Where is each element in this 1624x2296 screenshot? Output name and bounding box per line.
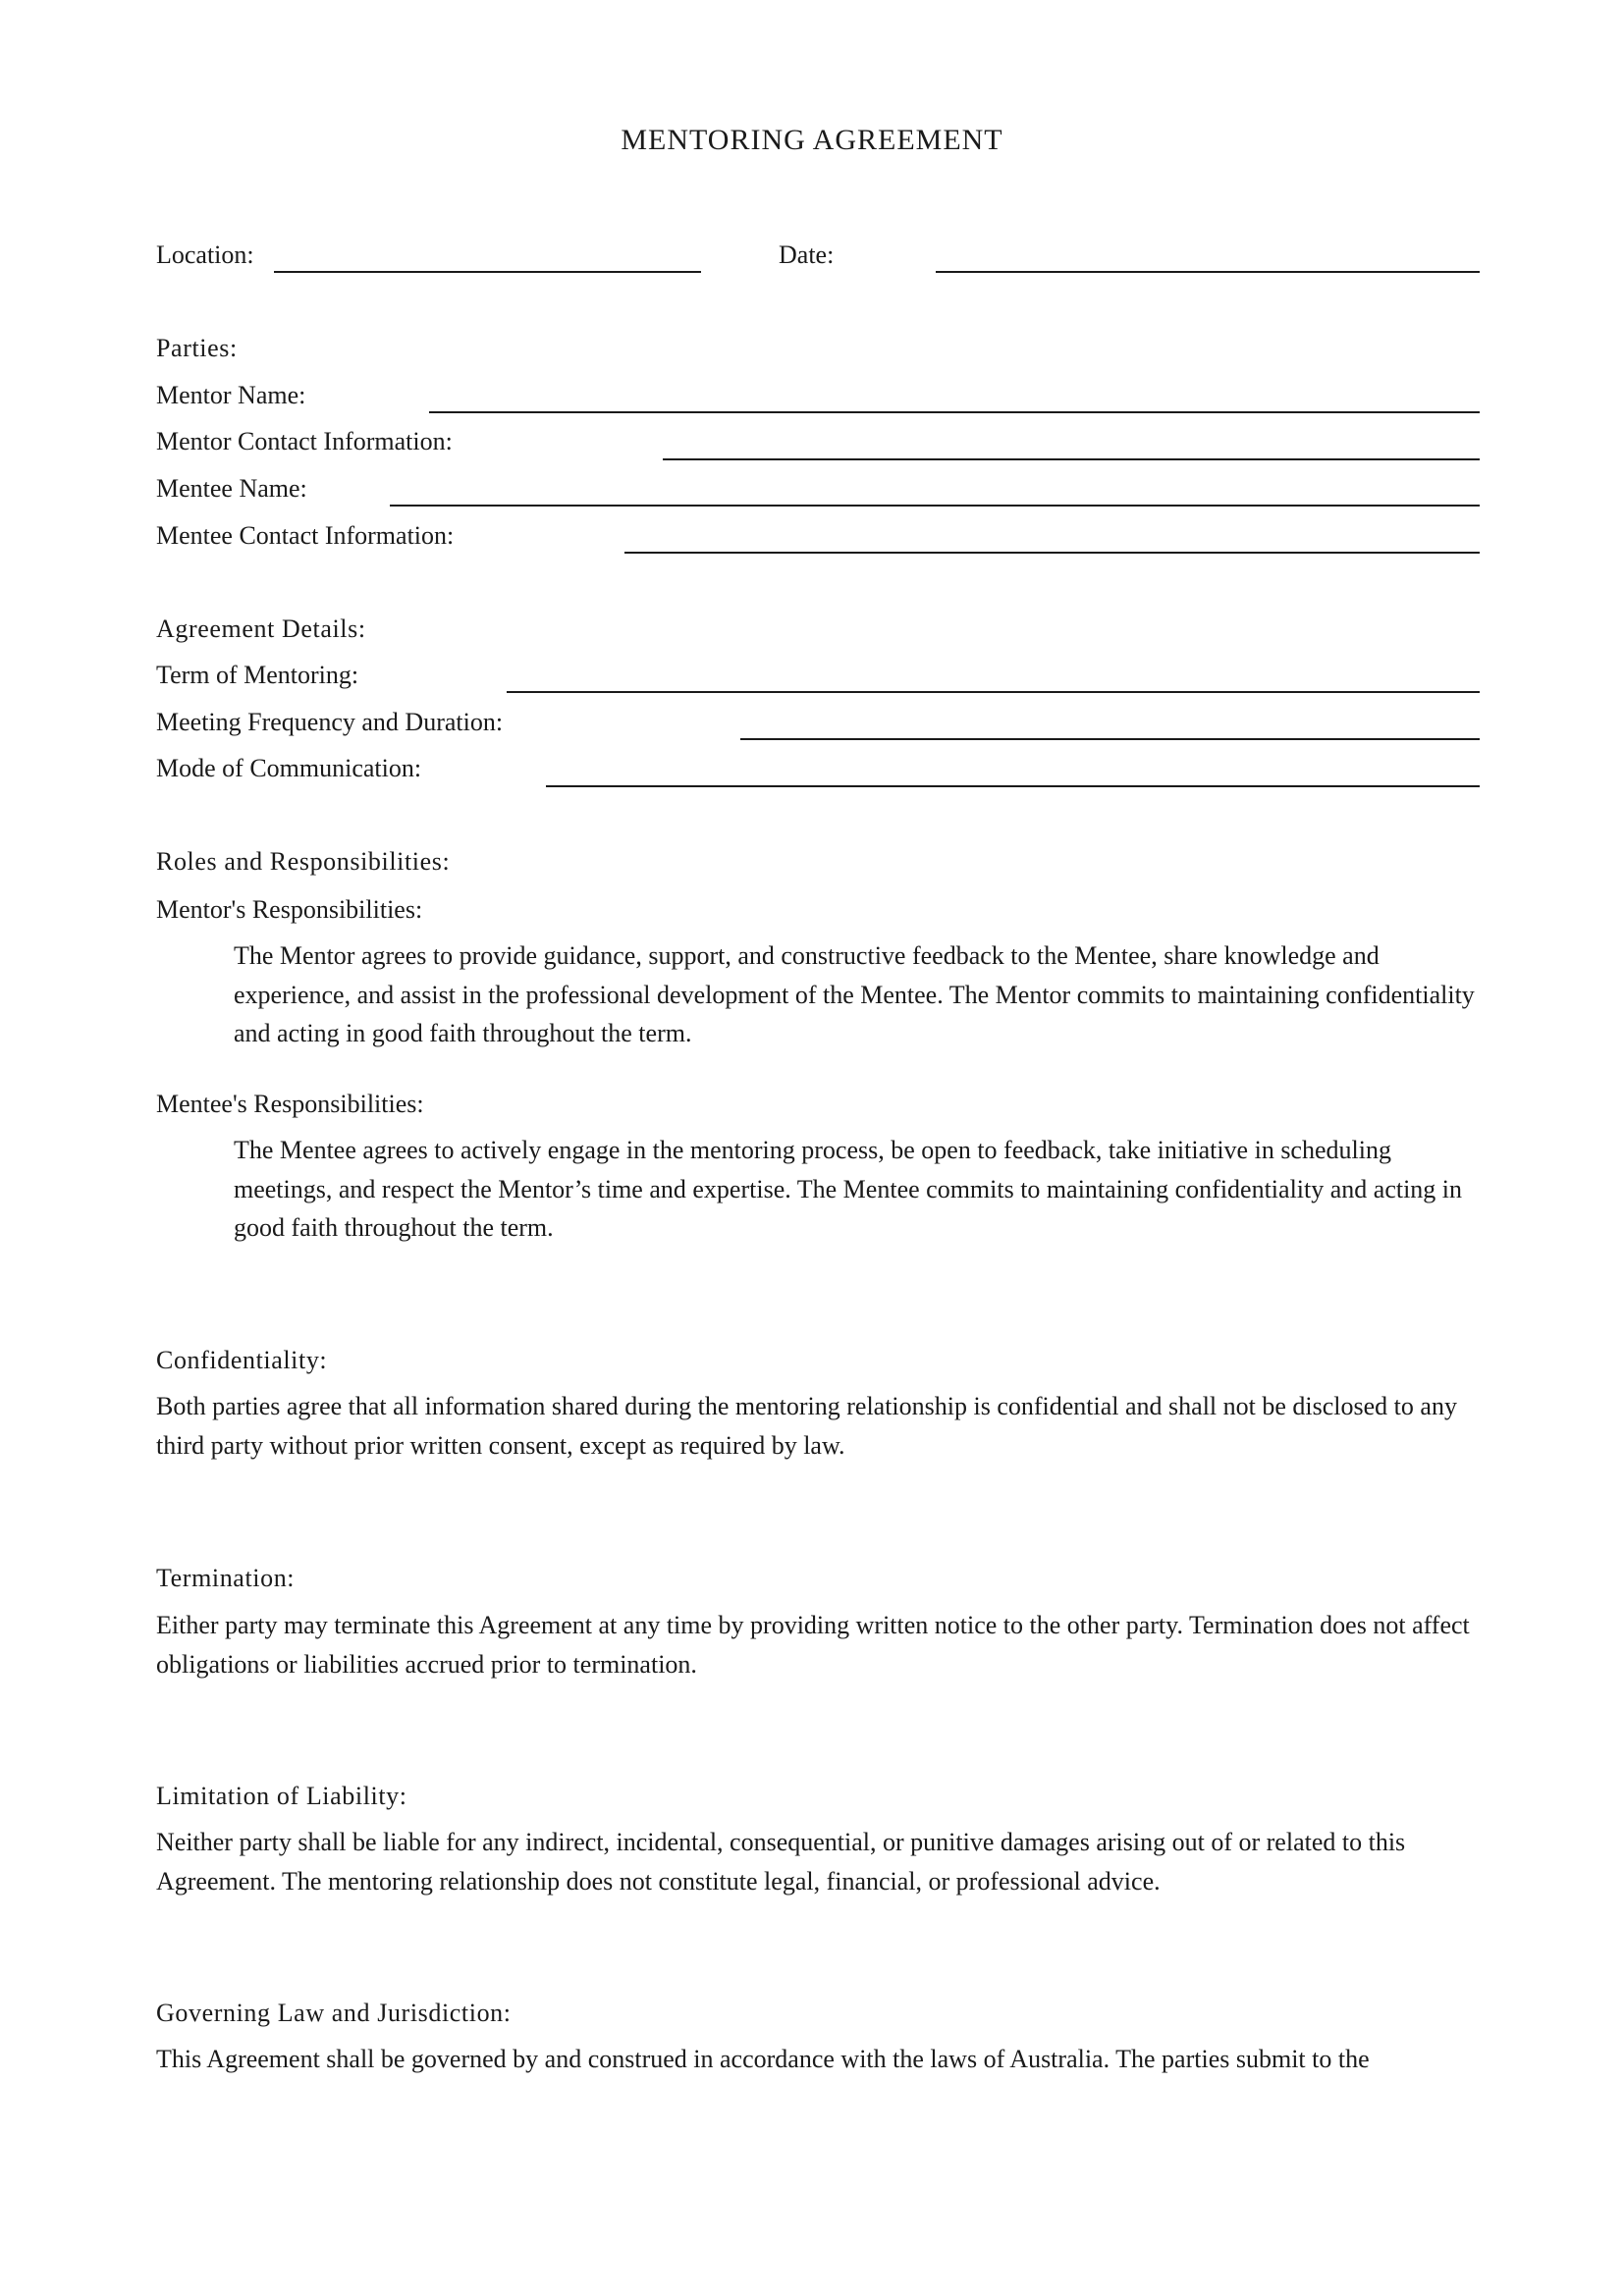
- location-field-line[interactable]: [274, 271, 701, 273]
- mentee-name-field-line[interactable]: [390, 505, 1480, 507]
- agreement-details-heading: Agreement Details:: [156, 614, 366, 643]
- date-label: Date:: [779, 240, 835, 269]
- frequency-field-line[interactable]: [740, 738, 1480, 740]
- liability-text: Neither party shall be liable for any indirect, incidental, consequential, or punitive damages arising out of or related to this Agreement. The mentoring relationship does not constitute legal, financial, or professional advice.: [156, 1828, 1406, 1896]
- mentor-name-field-line[interactable]: [429, 411, 1480, 413]
- mentor-responsibilities-heading: Mentor's Responsibilities:: [156, 895, 423, 924]
- term-label: Term of Mentoring:: [156, 661, 359, 689]
- governing-law-text: This Agreement shall be governed by and construed in accordance with the laws of Australia. The parties submit to the: [156, 2045, 1370, 2073]
- liability-heading: Limitation of Liability:: [156, 1782, 407, 1810]
- termination-text: Either party may terminate this Agreement at any time by providing written notice to the other party. Termination does not affect obligations or liabilities accrued prior to termination.: [156, 1611, 1470, 1679]
- mentee-responsibilities-heading: Mentee's Responsibilities:: [156, 1090, 424, 1118]
- mentee-responsibilities-text: The Mentee agrees to actively engage in the mentoring process, be open to feedback, take initiative in scheduling meetings, and respect the Mentor’s time and expertise. The Mentee commits to maintaining confidentiality and acting in good faith throughout the term.: [234, 1136, 1463, 1242]
- mode-label: Mode of Communication:: [156, 754, 422, 782]
- frequency-label: Meeting Frequency and Duration:: [156, 708, 504, 736]
- mentor-responsibilities-text: The Mentor agrees to provide guidance, support, and constructive feedback to the Mentee, share knowledge and experience, and assist in the professional development of the Mentee. The Mentor commits to maintaining confidentiality and acting in good faith throughout the term.: [234, 941, 1475, 1047]
- mentee-contact-field-line[interactable]: [624, 552, 1480, 554]
- mentee-name-label: Mentee Name:: [156, 474, 307, 503]
- mentor-contact-field-line[interactable]: [663, 458, 1480, 460]
- roles-heading: Roles and Responsibilities:: [156, 847, 451, 876]
- mode-field-line[interactable]: [546, 785, 1480, 787]
- mentor-name-label: Mentor Name:: [156, 381, 306, 409]
- term-field-line[interactable]: [507, 691, 1480, 693]
- governing-law-heading: Governing Law and Jurisdiction:: [156, 1999, 512, 2027]
- confidentiality-heading: Confidentiality:: [156, 1346, 328, 1374]
- termination-heading: Termination:: [156, 1564, 296, 1592]
- document-title: MENTORING AGREEMENT: [621, 124, 1003, 156]
- location-label: Location:: [156, 240, 254, 269]
- mentee-contact-label: Mentee Contact Information:: [156, 521, 455, 550]
- mentor-contact-label: Mentor Contact Information:: [156, 427, 453, 455]
- date-field-line[interactable]: [936, 271, 1480, 273]
- confidentiality-text: Both parties agree that all information shared during the mentoring relationship is confidential and shall not be disclosed to any third party without prior written consent, except as required by law.: [156, 1392, 1457, 1460]
- parties-heading: Parties:: [156, 334, 238, 362]
